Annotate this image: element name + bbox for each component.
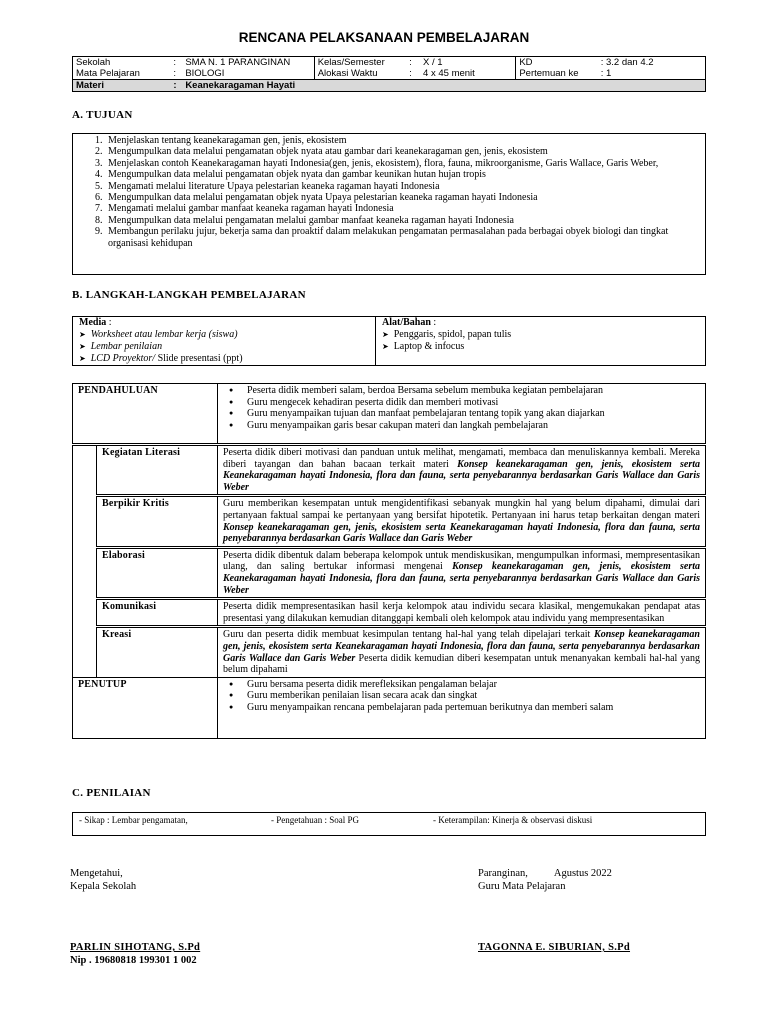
emphasis-text: Konsep keanekaragaman gen, jenis, ekosistem serta Keanekaragaman hayati Indonesia, flora dan fauna, serta penyebarannya berdasarkan Garis Wallace dan Garis Weber: [223, 561, 700, 596]
berpikir-kritis-text: [218, 496, 706, 547]
kd-label: KD: [516, 57, 598, 69]
penilaian-sikap: - Sikap : Lembar pengamatan,: [79, 815, 188, 825]
list-item: 7. Mengamati melalui gambar manfaat keaneka ragaman hayati Indonesia: [105, 203, 697, 214]
alokasi-value: 4 x 45 menit: [420, 68, 516, 80]
media-cell: [73, 317, 376, 366]
materi-label: Materi: [73, 80, 171, 92]
media-item: Worksheet atau lembar kerja (siswa): [90, 329, 238, 340]
komunikasi-text: [218, 599, 706, 627]
elaborasi-text: [218, 547, 706, 598]
body-text: Peserta didik kemudian diberi kesempatan untuk menanyakan kembali hal-hal yang belum dipahami: [223, 652, 700, 676]
identity-table: [72, 56, 706, 92]
body-text: Peserta didik mempresentasikan hasil kerja kelompok atau individu secara klasikal, mengemukakan pendapat atas presentasi yang dilakukan kemudian ditanggapi kembali oleh kelompok atau individu yang mempresentasikan: [223, 601, 700, 624]
document-title: RENCANA PELAKSANAAN PEMBELAJARAN: [238, 30, 530, 45]
sekolah-value: SMA N. 1 PARANGINAN: [182, 57, 314, 69]
pertemuan-value: : 1: [598, 68, 706, 80]
media-lcd-italic: LCD Proyektor/: [90, 353, 156, 364]
kegiatan-literasi-text: [218, 445, 706, 496]
section-a-heading: A. TUJUAN: [72, 109, 133, 121]
list-item: 3. Menjelaskan contoh Keanekaragaman hayati Indonesia(gen, jenis, ekosistem), flora, fauna, mikroorganisme, Garis Wallace, Garis Weber,: [105, 158, 697, 169]
section-b-heading: B. LANGKAH-LANGKAH PEMBELAJARAN: [72, 289, 306, 301]
komunikasi-label: Komunikasi: [97, 599, 218, 627]
kepala-sekolah-text: Kepala Sekolah: [70, 880, 137, 892]
list-item: 1. Menjelaskan tentang keanekaragaman gen, jenis, ekosistem: [105, 135, 697, 146]
body-text: Guru memberikan kesempatan untuk mengidentifikasi sebanyak mungkin hal yang belum dipahami, dimulai dari pertanyaan faktual sampai ke pertanyaan yang bersifat hipotetik. Pertanyaan ini harus tetap berkaitan dengan materi: [223, 498, 700, 521]
pertemuan-label: Pertemuan ke: [519, 68, 579, 79]
colon: :: [170, 80, 182, 92]
body-text: Guru dan peserta didik membuat kesimpulan tentang hal-hal yang telah dipelajari terkait: [223, 629, 595, 641]
kelas-value: X / 1: [420, 57, 516, 69]
tujuan-box: [72, 133, 706, 275]
place-text: Paranginan,: [478, 868, 528, 879]
signature-right: [478, 868, 612, 893]
list-item: [79, 329, 369, 341]
date-text: Agustus 2022: [553, 868, 612, 879]
kreasi-text: [218, 627, 706, 677]
list-item: ● Guru memberikan penilaian lisan secara acak dan singkat: [243, 690, 700, 702]
list-item: ➤ Laptop & infocus: [382, 341, 699, 353]
media-table: [72, 316, 706, 366]
kreasi-label: Kreasi: [97, 627, 218, 677]
guru-name: TAGONNA E. SIBURIAN, S.Pd: [478, 942, 631, 953]
media-lcd-rest: Slide presentasi (ppt): [155, 353, 243, 364]
kelas-label: Kelas/Semester: [314, 57, 406, 69]
list-item: ● Guru menyampaikan garis besar cakupan materi dan langkah pembelajaran: [243, 420, 700, 432]
alat-label: Alat/Bahan: [382, 317, 431, 328]
colon: :: [409, 68, 412, 79]
penilaian-keterampilan: - Keterampilan: Kinerja & observasi diskusi: [433, 815, 593, 825]
mapel-label: Mata Pelajaran: [73, 68, 171, 80]
list-item: ➤ Penggaris, spidol, papan tulis: [382, 329, 699, 341]
section-c-heading: C. PENILAIAN: [72, 787, 151, 799]
kd-value: : 3.2 dan 4.2: [598, 57, 706, 69]
signature-left-name-block: [70, 942, 200, 967]
list-item: 2. Mengumpulkan data melalui pengamatan objek nyata atau gambar dari keanekaragaman gen, jenis, ekosistem: [105, 146, 697, 157]
list-item: ● Peserta didik memberi salam, berdoa Bersama sebelum membuka kegiatan pembelajaran: [243, 385, 700, 397]
pendahuluan-content: [218, 384, 706, 445]
media-item: Lembar penilaian: [90, 341, 163, 352]
kepala-sekolah-nip: Nip . 19680818 199301 1 002: [70, 954, 197, 966]
kepala-sekolah-name: PARLIN SIHOTANG, S.Pd: [70, 942, 201, 953]
list-item: 4. Mengumpulkan data melalui pengamatan objek nyata dan gambar keunikan hutan hujan tropis: [105, 169, 697, 180]
penilaian-box: [72, 812, 706, 836]
penutup-content: [218, 677, 706, 738]
list-item: 8. Mengumpulkan data melalui pengamatan melalui gambar manfaat keaneka ragaman hayati Indonesia: [105, 215, 697, 226]
guru-text: Guru Mata Pelajaran: [478, 880, 566, 892]
pendahuluan-label: PENDAHULUAN: [73, 384, 218, 445]
alat-cell: [376, 317, 706, 366]
colon: :: [170, 57, 182, 69]
signature-left: [70, 868, 136, 893]
inti-spacer: [73, 445, 97, 678]
colon: :: [173, 68, 176, 79]
materi-value: Keanekaragaman Hayati: [182, 80, 705, 92]
activity-table: [72, 383, 706, 739]
alokasi-label: Alokasi Waktu: [317, 68, 378, 79]
emphasis-text: Konsep keanekaragaman gen, jenis, ekosistem serta Keanekaragaman hayati Indonesia, flora dan fauna, serta penyebarannya berdasarkan Garis Wallace dan Garis Weber: [223, 521, 700, 545]
tujuan-list: [91, 135, 697, 249]
kegiatan-literasi-label: Kegiatan Literasi: [97, 445, 218, 496]
alat-suffix: :: [430, 317, 437, 328]
sekolah-label: Sekolah: [73, 57, 171, 69]
list-item: [79, 353, 369, 365]
penutup-label: PENUTUP: [73, 677, 218, 738]
list-item: [79, 341, 369, 353]
body-text: Peserta didik diberi motivasi dan panduan untuk melihat, mengamati, membaca dan menuliskannya kembali. Mereka diberi tayangan dan bahan bacaan terkait materi: [223, 447, 700, 470]
body-text: Peserta didik dibentuk dalam beberapa kelompok untuk mendiskusikan, mengumpulkan informasi, mempresentasikan ulang, dan saling bertukar informasi mengenai: [223, 549, 700, 573]
elaborasi-label: Elaborasi: [97, 547, 218, 598]
emphasis-text: Konsep keanekaragaman gen, jenis, ekosistem serta Keanekaragaman hayati Indonesia, flora dan fauna, serta penyebarannya berdasarkan Garis Wallace dan Garis Weber: [223, 629, 700, 664]
media-label: Media: [79, 317, 107, 328]
list-item: 6. Mengumpulkan data melalui pengamatan objek nyata Upaya pelestarian keaneka ragaman hayati Indonesia: [105, 192, 697, 203]
list-item: 5. Mengamati melalui literature Upaya pelestarian keaneka ragaman hayati Indonesia: [105, 181, 697, 192]
berpikir-kritis-label: Berpikir Kritis: [97, 496, 218, 547]
penilaian-pengetahuan: - Pengetahuan : Soal PG: [271, 815, 359, 825]
colon: :: [406, 57, 420, 69]
emphasis-text: Konsep keanekaragaman gen, jenis, ekosistem serta Keanekaragaman hayati Indonesia, flora dan fauna, serta penyebarannya berdasarkan Garis Wallace dan Garis Weber: [223, 458, 700, 493]
list-item: 9. Membangun perilaku jujur, bekerja sama dan proaktif dalam melakukan pengamatan permasalahan pada berbagai obyek biologi dan tingkat organisasi kehidupan: [105, 226, 697, 249]
list-item: ● Guru menyampaikan tujuan dan manfaat pembelajaran tentang topik yang akan diajarkan: [243, 408, 700, 420]
mengetahui-text: Mengetahui,: [70, 868, 123, 879]
media-suffix: :: [106, 317, 112, 328]
list-item: ● Guru mengecek kehadiran peserta didik dan memberi motivasi: [243, 397, 700, 409]
list-item: ● Guru bersama peserta didik merefleksikan pengalaman belajar: [243, 679, 700, 691]
list-item: ● Guru menyampaikan rencana pembelajaran pada pertemuan berikutnya dan memberi salam: [243, 702, 700, 714]
signature-right-name-block: [478, 942, 630, 955]
mapel-value: BIOLOGI: [182, 68, 314, 80]
